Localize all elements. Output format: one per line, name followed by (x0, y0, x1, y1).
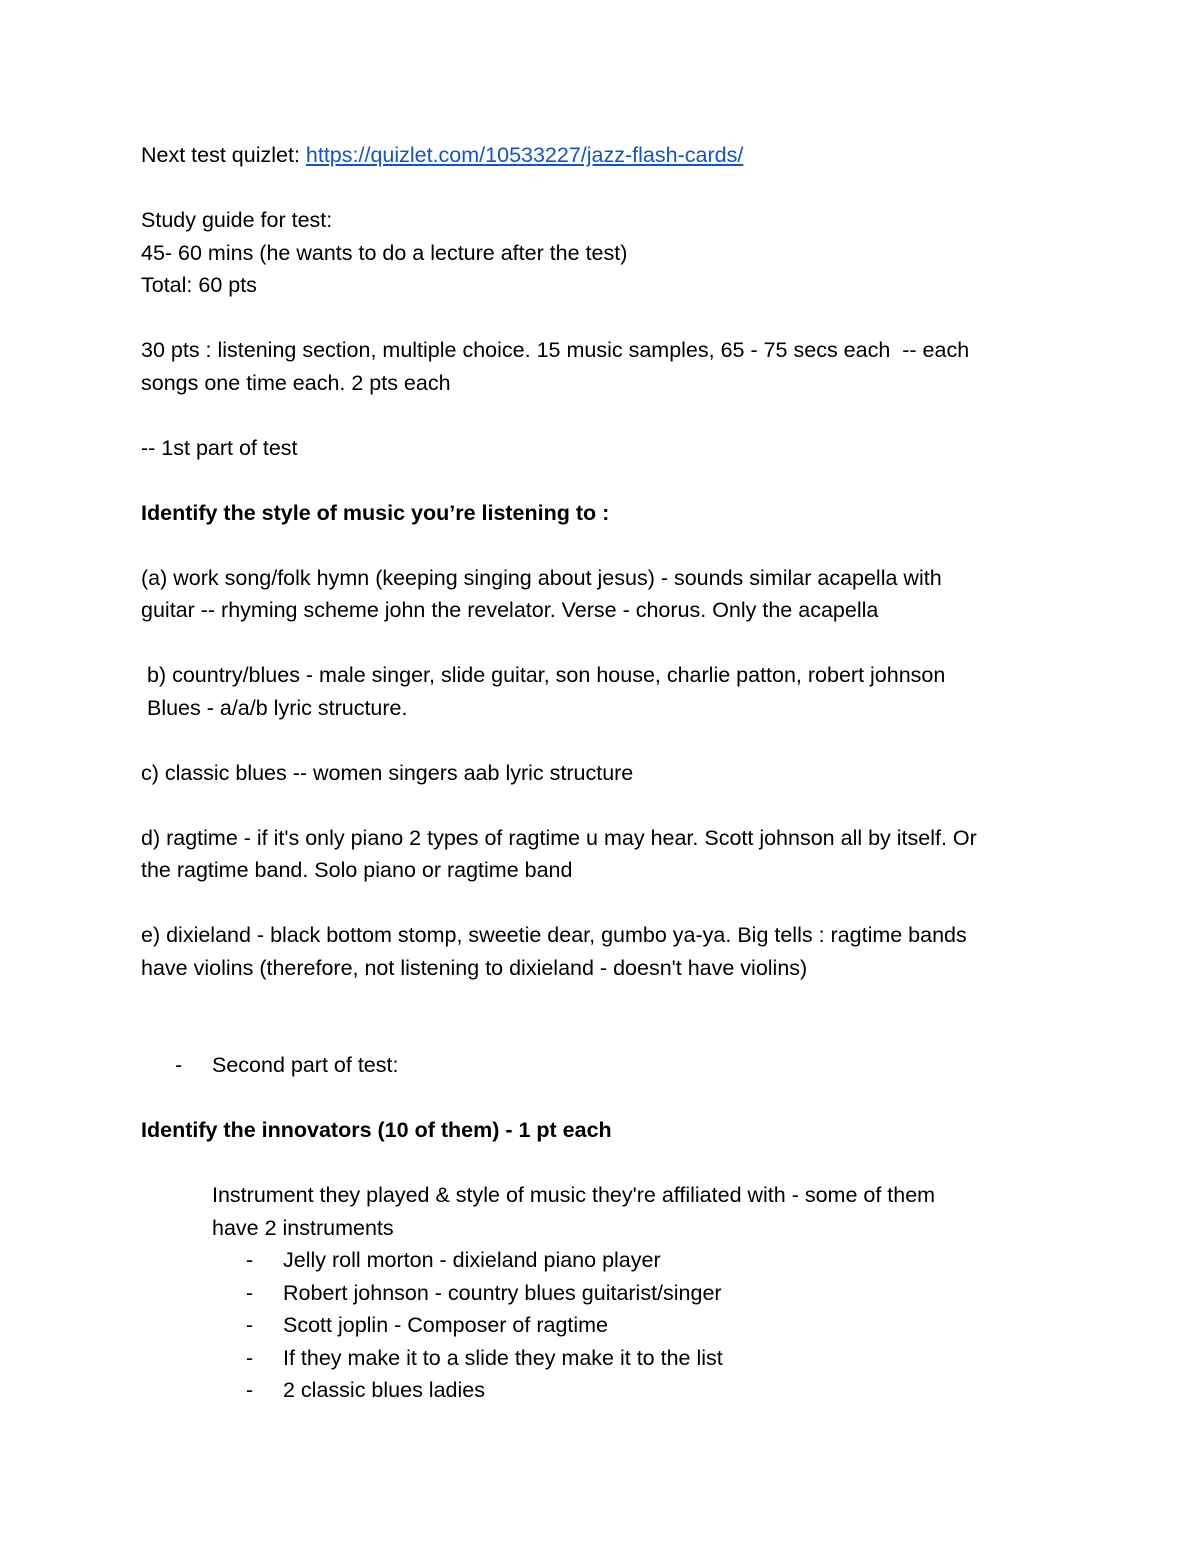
list-dash: - (246, 1280, 254, 1305)
list-dash: - (175, 1053, 183, 1077)
list-item (212, 1342, 1076, 1375)
list-dash: - (246, 1378, 254, 1402)
document-body (141, 139, 1076, 1407)
list-dash: - (246, 1345, 254, 1370)
quizlet-label: Next test quizlet: (141, 143, 306, 167)
list-dash: - (246, 1313, 254, 1337)
quizlet-link[interactable]: https://quizlet.com/10533227/jazz-flash-cards/ (305, 143, 744, 167)
second-part-label: Second part of test: (212, 1053, 399, 1077)
innovators-intro-line-1: Instrument they played & style of music they're affiliated with - some of them (212, 1183, 936, 1207)
innovator-item-3: If they make it to a slide they make it to the list (283, 1345, 723, 1370)
list-dash: - (246, 1248, 254, 1272)
quizlet-line (141, 139, 1076, 172)
innovator-item-1: Robert johnson - country blues guitarist/singer (283, 1280, 722, 1305)
listening-line-2: songs one time each. 2 pts each (141, 370, 451, 395)
study-guide-title: Study guide for test: (141, 208, 333, 232)
list-item (212, 1244, 1076, 1277)
style-a-line-2: guitar -- rhyming scheme john the revelator. Verse - chorus. Only the acapella (141, 598, 879, 622)
innovator-item-2: Scott joplin - Composer of ragtime (283, 1313, 609, 1337)
style-b-line-1: b) country/blues - male singer, slide guitar, son house, charlie patton, robert johnson (141, 663, 946, 687)
study-duration: 45- 60 mins (he wants to do a lecture after the test) (141, 240, 628, 265)
style-d-line-1: d) ragtime - if it's only piano 2 types of ragtime u may hear. Scott johnson all by itself. Or (141, 825, 977, 850)
innovators-heading: Identify the innovators (10 of them) - 1 pt each (141, 1118, 612, 1142)
innovators-list (141, 1244, 1076, 1407)
innovators-intro-line-2: have 2 instruments (212, 1215, 394, 1240)
study-total: Total: 60 pts (141, 273, 257, 297)
list-item (212, 1374, 1076, 1407)
innovator-item-0: Jelly roll morton - dixieland piano player (283, 1248, 661, 1272)
style-a-line-1: (a) work song/folk hymn (keeping singing about jesus) - sounds similar acapella with (141, 565, 942, 590)
second-part-item (141, 1049, 1076, 1082)
innovator-item-4: 2 classic blues ladies (283, 1378, 485, 1402)
listening-line-1: 30 pts : listening section, multiple choice. 15 music samples, 65 - 75 secs each -- each (141, 338, 970, 362)
first-part-label: -- 1st part of test (141, 435, 298, 460)
list-item (212, 1277, 1076, 1310)
list-item (212, 1309, 1076, 1342)
style-b-line-2: Blues - a/a/b lyric structure. (141, 695, 408, 720)
style-e-line-2: have violins (therefore, not listening to dixieland - doesn't have violins) (141, 955, 808, 980)
styles-heading: Identify the style of music you’re listening to : (141, 500, 610, 525)
style-c-line-1: c) classic blues -- women singers aab lyric structure (141, 760, 634, 785)
style-e-line-1: e) dixieland - black bottom stomp, sweetie dear, gumbo ya-ya. Big tells : ragtime bands (141, 923, 967, 947)
style-d-line-2: the ragtime band. Solo piano or ragtime band (141, 858, 573, 882)
